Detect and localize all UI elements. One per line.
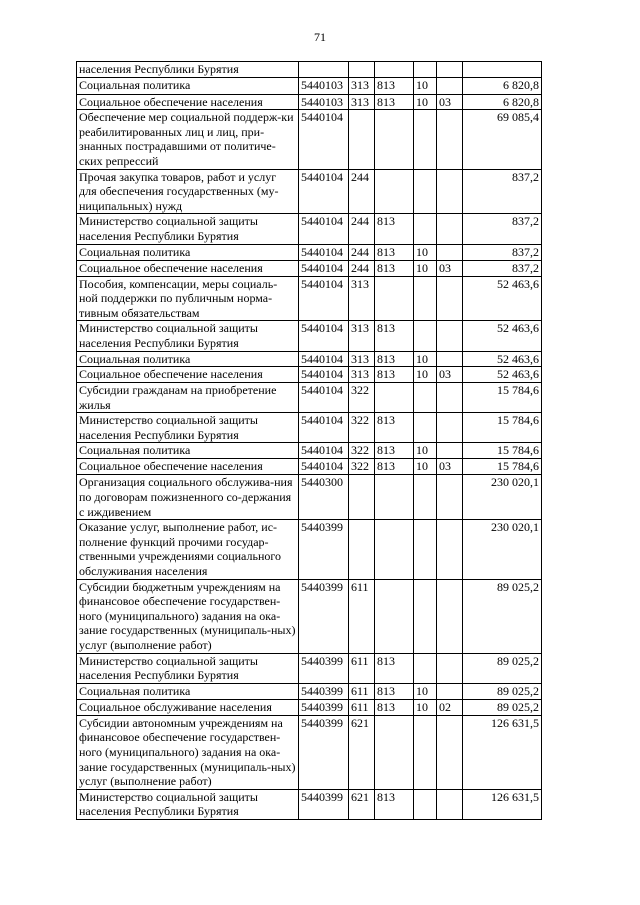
- cell-amount: 126 631,5: [463, 789, 542, 819]
- cell-expense-type: [349, 475, 375, 520]
- cell-subsection: [437, 443, 463, 459]
- cell-subsection: [437, 110, 463, 169]
- cell-ministry-code: 813: [375, 77, 414, 94]
- table-row: [77, 699, 542, 715]
- cell-subsection: [437, 413, 463, 443]
- cell-section: [414, 62, 437, 78]
- cell-ministry-code: 813: [375, 653, 414, 683]
- cell-ministry-code: [375, 520, 414, 579]
- table-row: [77, 321, 542, 351]
- cell-target-article: 5440399: [299, 683, 349, 699]
- cell-target-article: 5440104: [299, 260, 349, 276]
- cell-target-article: 5440104: [299, 110, 349, 169]
- cell-expense-type: 313: [349, 77, 375, 94]
- cell-name: Оказание услуг, выполнение работ, ис-полнение функций прочими государ-ственными учреждениями социального обслуживания населения: [77, 520, 299, 579]
- cell-ministry-code: 813: [375, 367, 414, 383]
- cell-section: [414, 475, 437, 520]
- cell-ministry-code: 813: [375, 459, 414, 475]
- cell-section: 10: [414, 94, 437, 110]
- table-row: [77, 475, 542, 520]
- cell-section: [414, 321, 437, 351]
- cell-name: Субсидии автономным учреждениям на финансовое обеспечение государствен-ного (муниципального) задания на ока-зание государственных (муниципаль-ных) услуг (выполнение работ): [77, 715, 299, 789]
- table-body: [77, 62, 542, 820]
- cell-amount: 52 463,6: [463, 367, 542, 383]
- cell-expense-type: [349, 62, 375, 78]
- cell-expense-type: 322: [349, 459, 375, 475]
- cell-subsection: 03: [437, 94, 463, 110]
- cell-target-article: 5440104: [299, 244, 349, 260]
- cell-name: Субсидии гражданам на приобретение жилья: [77, 383, 299, 413]
- cell-ministry-code: [375, 62, 414, 78]
- cell-target-article: 5440103: [299, 94, 349, 110]
- cell-ministry-code: 813: [375, 413, 414, 443]
- table-row: [77, 683, 542, 699]
- cell-section: [414, 715, 437, 789]
- table-row: [77, 520, 542, 579]
- cell-subsection: [437, 715, 463, 789]
- cell-expense-type: 313: [349, 321, 375, 351]
- cell-name: Министерство социальной защиты населения Республики Бурятия: [77, 214, 299, 244]
- cell-amount: 230 020,1: [463, 520, 542, 579]
- cell-name: Социальная политика: [77, 443, 299, 459]
- cell-expense-type: 313: [349, 351, 375, 367]
- cell-name: Субсидии бюджетным учреждениям на финансовое обеспечение государствен-ного (муниципального) задания на ока-зание государственных (муниципаль-ных) услуг (выполнение работ): [77, 579, 299, 653]
- cell-amount: 15 784,6: [463, 459, 542, 475]
- cell-amount: 837,2: [463, 244, 542, 260]
- cell-section: 10: [414, 260, 437, 276]
- table-row: [77, 94, 542, 110]
- cell-name: Министерство социальной защиты населения Республики Бурятия: [77, 653, 299, 683]
- cell-ministry-code: 813: [375, 699, 414, 715]
- cell-subsection: [437, 351, 463, 367]
- cell-ministry-code: 813: [375, 244, 414, 260]
- cell-target-article: 5440399: [299, 699, 349, 715]
- cell-name: Министерство социальной защиты населения Республики Бурятия: [77, 321, 299, 351]
- cell-amount: 52 463,6: [463, 276, 542, 321]
- cell-section: 10: [414, 351, 437, 367]
- cell-expense-type: 313: [349, 276, 375, 321]
- cell-ministry-code: 813: [375, 94, 414, 110]
- cell-section: 10: [414, 443, 437, 459]
- cell-section: [414, 214, 437, 244]
- cell-name: Социальное обеспечение населения: [77, 94, 299, 110]
- cell-section: 10: [414, 367, 437, 383]
- table-row: [77, 653, 542, 683]
- cell-section: [414, 110, 437, 169]
- cell-name: Прочая закупка товаров, работ и услуг для обеспечения государственных (му-ниципальных) нужд: [77, 169, 299, 214]
- cell-expense-type: 244: [349, 260, 375, 276]
- cell-target-article: 5440104: [299, 276, 349, 321]
- table-row: [77, 276, 542, 321]
- table-row: [77, 169, 542, 214]
- cell-section: 10: [414, 459, 437, 475]
- cell-name: Социальная политика: [77, 683, 299, 699]
- cell-amount: 6 820,8: [463, 94, 542, 110]
- cell-expense-type: 611: [349, 683, 375, 699]
- cell-ministry-code: [375, 276, 414, 321]
- cell-subsection: [437, 244, 463, 260]
- cell-ministry-code: 813: [375, 351, 414, 367]
- cell-expense-type: 621: [349, 789, 375, 819]
- cell-subsection: [437, 62, 463, 78]
- table-row: [77, 110, 542, 169]
- cell-expense-type: 244: [349, 244, 375, 260]
- cell-section: 10: [414, 699, 437, 715]
- cell-amount: 69 085,4: [463, 110, 542, 169]
- cell-target-article: 5440399: [299, 715, 349, 789]
- cell-target-article: 5440104: [299, 321, 349, 351]
- cell-target-article: 5440399: [299, 653, 349, 683]
- cell-target-article: 5440104: [299, 443, 349, 459]
- cell-subsection: 02: [437, 699, 463, 715]
- cell-expense-type: 621: [349, 715, 375, 789]
- cell-target-article: 5440104: [299, 214, 349, 244]
- table-row: [77, 260, 542, 276]
- cell-expense-type: 611: [349, 653, 375, 683]
- cell-ministry-code: 813: [375, 443, 414, 459]
- cell-amount: [463, 62, 542, 78]
- cell-subsection: [437, 520, 463, 579]
- cell-amount: 89 025,2: [463, 653, 542, 683]
- cell-subsection: [437, 789, 463, 819]
- table-row: [77, 351, 542, 367]
- cell-section: [414, 383, 437, 413]
- cell-section: [414, 276, 437, 321]
- cell-target-article: 5440104: [299, 351, 349, 367]
- cell-subsection: [437, 683, 463, 699]
- cell-amount: 15 784,6: [463, 413, 542, 443]
- cell-name: Пособия, компенсации, меры социаль-ной поддержки по публичным норма-тивным обязательствам: [77, 276, 299, 321]
- table-row: [77, 244, 542, 260]
- cell-amount: 230 020,1: [463, 475, 542, 520]
- cell-target-article: 5440103: [299, 77, 349, 94]
- cell-expense-type: 322: [349, 443, 375, 459]
- table-row: [77, 443, 542, 459]
- cell-amount: 52 463,6: [463, 351, 542, 367]
- cell-ministry-code: 813: [375, 321, 414, 351]
- cell-expense-type: 611: [349, 579, 375, 653]
- budget-table: [76, 61, 542, 820]
- cell-amount: 6 820,8: [463, 77, 542, 94]
- cell-amount: 837,2: [463, 169, 542, 214]
- cell-expense-type: 322: [349, 383, 375, 413]
- cell-amount: 89 025,2: [463, 579, 542, 653]
- cell-subsection: [437, 579, 463, 653]
- cell-subsection: [437, 321, 463, 351]
- table-row: [77, 383, 542, 413]
- cell-name: Социальное обеспечение населения: [77, 260, 299, 276]
- cell-ministry-code: [375, 715, 414, 789]
- cell-expense-type: 313: [349, 367, 375, 383]
- cell-subsection: 03: [437, 459, 463, 475]
- cell-ministry-code: 813: [375, 789, 414, 819]
- cell-subsection: [437, 383, 463, 413]
- cell-ministry-code: 813: [375, 683, 414, 699]
- table-row: [77, 789, 542, 819]
- cell-subsection: [437, 653, 463, 683]
- cell-amount: 15 784,6: [463, 383, 542, 413]
- cell-ministry-code: [375, 475, 414, 520]
- table-row: [77, 715, 542, 789]
- cell-expense-type: [349, 520, 375, 579]
- cell-ministry-code: 813: [375, 214, 414, 244]
- cell-target-article: 5440104: [299, 169, 349, 214]
- cell-section: 10: [414, 244, 437, 260]
- cell-subsection: [437, 169, 463, 214]
- cell-section: [414, 413, 437, 443]
- cell-amount: 15 784,6: [463, 443, 542, 459]
- cell-name: Социальное обслуживание населения: [77, 699, 299, 715]
- cell-ministry-code: [375, 383, 414, 413]
- cell-name: Министерство социальной защиты населения Республики Бурятия: [77, 413, 299, 443]
- cell-ministry-code: [375, 110, 414, 169]
- cell-name: Организация социального обслужива-ния по договорам пожизненного со-держания с иждивением: [77, 475, 299, 520]
- cell-subsection: 03: [437, 260, 463, 276]
- cell-subsection: 03: [437, 367, 463, 383]
- cell-amount: 126 631,5: [463, 715, 542, 789]
- cell-subsection: [437, 77, 463, 94]
- cell-name: Обеспечение мер социальной поддерж-ки реабилитированных лиц и лиц, при-знанных пострадавшими от политиче-ских репрессий: [77, 110, 299, 169]
- cell-target-article: [299, 62, 349, 78]
- cell-expense-type: 322: [349, 413, 375, 443]
- cell-section: [414, 169, 437, 214]
- cell-target-article: 5440399: [299, 789, 349, 819]
- cell-amount: 52 463,6: [463, 321, 542, 351]
- cell-expense-type: 244: [349, 169, 375, 214]
- cell-section: [414, 653, 437, 683]
- cell-expense-type: [349, 110, 375, 169]
- table-row: [77, 62, 542, 78]
- cell-amount: 837,2: [463, 260, 542, 276]
- cell-amount: 837,2: [463, 214, 542, 244]
- cell-amount: 89 025,2: [463, 683, 542, 699]
- cell-section: 10: [414, 683, 437, 699]
- cell-target-article: 5440104: [299, 413, 349, 443]
- cell-name: Социальное обеспечение населения: [77, 459, 299, 475]
- table-row: [77, 367, 542, 383]
- table-row: [77, 214, 542, 244]
- cell-name: Социальная политика: [77, 77, 299, 94]
- cell-target-article: 5440104: [299, 367, 349, 383]
- cell-amount: 89 025,2: [463, 699, 542, 715]
- cell-name: населения Республики Бурятия: [77, 62, 299, 78]
- cell-expense-type: 313: [349, 94, 375, 110]
- cell-expense-type: 244: [349, 214, 375, 244]
- cell-ministry-code: 813: [375, 260, 414, 276]
- cell-name: Социальная политика: [77, 351, 299, 367]
- table-row: [77, 459, 542, 475]
- cell-name: Министерство социальной защиты населения Республики Бурятия: [77, 789, 299, 819]
- cell-subsection: [437, 214, 463, 244]
- cell-ministry-code: [375, 169, 414, 214]
- table-row: [77, 413, 542, 443]
- cell-ministry-code: [375, 579, 414, 653]
- cell-section: [414, 520, 437, 579]
- cell-section: 10: [414, 77, 437, 94]
- cell-name: Социальная политика: [77, 244, 299, 260]
- cell-target-article: 5440300: [299, 475, 349, 520]
- cell-expense-type: 611: [349, 699, 375, 715]
- cell-target-article: 5440104: [299, 383, 349, 413]
- cell-section: [414, 789, 437, 819]
- table-row: [77, 579, 542, 653]
- page-number: 71: [314, 30, 326, 44]
- cell-target-article: 5440399: [299, 520, 349, 579]
- cell-name: Социальное обеспечение населения: [77, 367, 299, 383]
- cell-target-article: 5440104: [299, 459, 349, 475]
- cell-section: [414, 579, 437, 653]
- cell-target-article: 5440399: [299, 579, 349, 653]
- cell-subsection: [437, 475, 463, 520]
- table-row: [77, 77, 542, 94]
- cell-subsection: [437, 276, 463, 321]
